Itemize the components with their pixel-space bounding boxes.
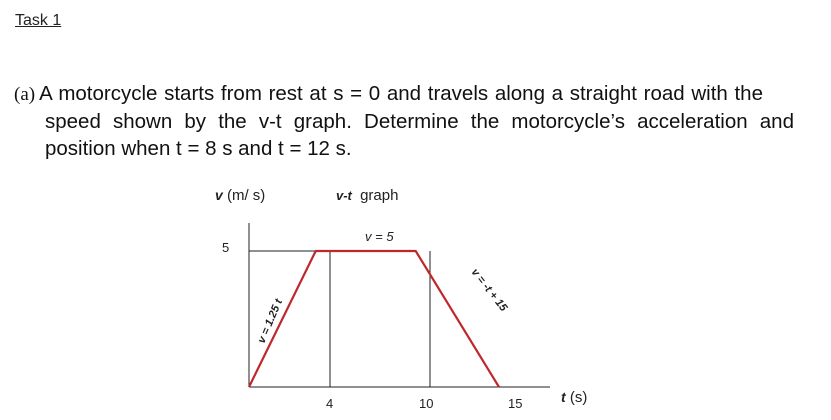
y-axis-label	[215, 187, 265, 204]
x-tick-label-4: 4	[326, 396, 334, 411]
problem-marker: (a)	[14, 84, 36, 105]
task-title: Task 1	[15, 12, 62, 29]
x-tick-label-10: 10	[419, 396, 434, 411]
x-axis-label	[561, 389, 587, 406]
velocity-series-line	[249, 251, 499, 387]
annotation-falling: v = -t + 15	[468, 266, 510, 314]
y-axis-symbol: v	[215, 187, 223, 203]
y-tick-label-5: 5	[222, 240, 230, 255]
problem-text-1: A motorcycle starts from rest at s = 0 and travels along a straight road with the	[39, 82, 763, 105]
graph-title-word: graph	[360, 187, 399, 204]
annotation-flat: v = 5	[365, 229, 394, 244]
graph-title-symbol: v-t	[336, 188, 352, 203]
x-axis-unit: (s)	[569, 389, 588, 406]
y-axis-unit: (m/ s)	[226, 187, 266, 204]
problem-line-2: speed shown by the v-t graph. Determine the motorcycle’s acceleration and	[45, 110, 794, 133]
problem-line-3: position when t = 8 s and t = 12 s.	[45, 137, 352, 160]
graph-title	[336, 187, 398, 204]
annotation-rising: v = 1.25 t	[255, 297, 286, 346]
x-tick-label-15: 15	[508, 396, 523, 411]
x-axis-symbol: t	[561, 389, 566, 405]
